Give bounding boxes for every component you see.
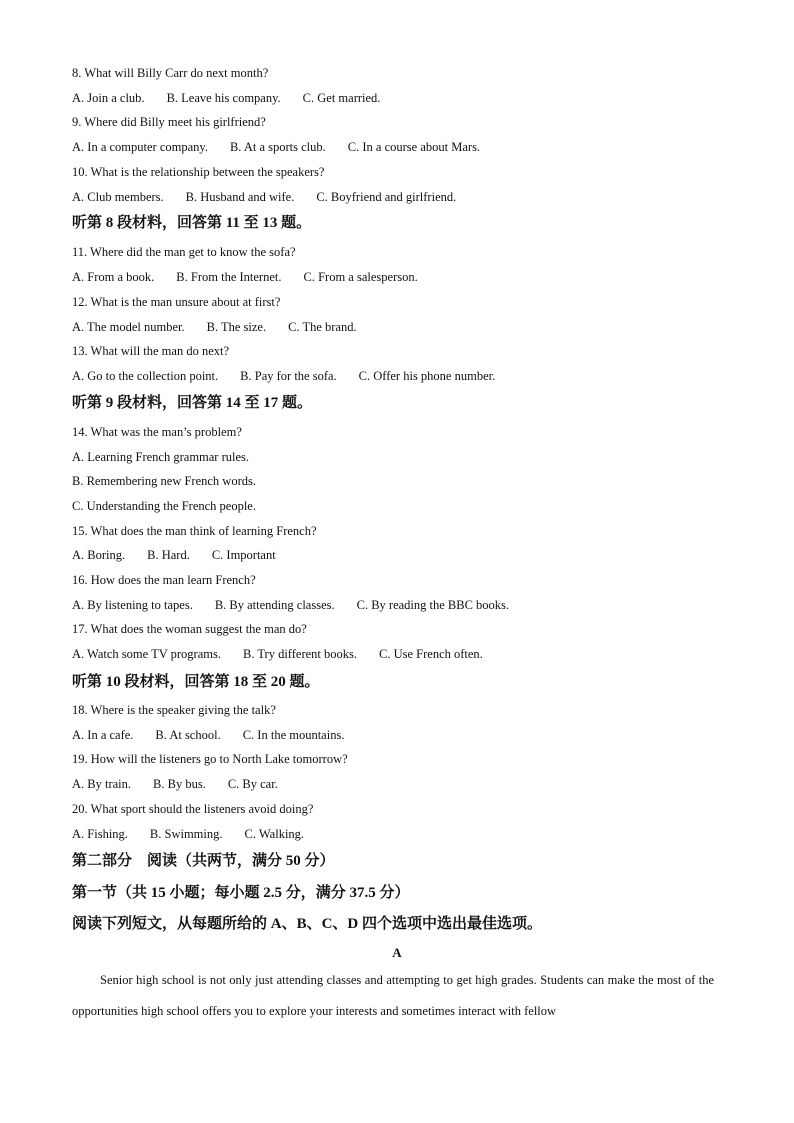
section-1-title: 第一节（共 15 小题；每小题 2.5 分，满分 37.5 分） xyxy=(72,885,410,901)
options-q8 xyxy=(72,90,380,106)
option-a: A. By train. xyxy=(72,777,132,791)
options-q15 xyxy=(72,547,276,563)
option-b: B. Pay for the sofa. xyxy=(240,369,337,383)
question-11: 11. Where did the man get to know the sofa? xyxy=(72,245,296,259)
option-a: A. Boring. xyxy=(72,548,126,562)
question-14: 14. What was the man’s problem? xyxy=(72,425,242,439)
question-12: 12. What is the man unsure about at first? xyxy=(72,295,281,309)
option-b: B. The size. xyxy=(206,320,267,334)
question-16: 16. How does the man learn French? xyxy=(72,573,256,587)
passage-label: A xyxy=(392,945,402,960)
passage-text xyxy=(72,965,714,1027)
option-b: B. Remembering new French words. xyxy=(72,474,256,488)
option-b: B. Husband and wife. xyxy=(185,190,295,204)
passage-body: Senior high school is not only just attending classes and attempting to get high grades. Students can make the most of the opportunities high school offers you to explore your interests and sometimes interact with fellow xyxy=(72,973,714,1018)
option-c: C. In the mountains. xyxy=(242,728,345,742)
option-a: A. From a book. xyxy=(72,270,155,284)
option-b: B. Leave his company. xyxy=(166,91,281,105)
question-19: 19. How will the listeners go to North Lake tomorrow? xyxy=(72,752,348,766)
option-a: A. Fishing. xyxy=(72,827,128,841)
options-q20 xyxy=(72,826,304,842)
section-10-header: 听第 10 段材料，回答第 18 至 20 题。 xyxy=(72,674,320,690)
option-a: A. Learning French grammar rules. xyxy=(72,450,250,464)
option-a: A. Watch some TV programs. xyxy=(72,647,221,661)
option-b: B. From the Internet. xyxy=(176,270,282,284)
option-b: B. Swimming. xyxy=(149,827,223,841)
reading-instructions: 阅读下列短文，从每题所给的 A、B、C、D 四个选项中选出最佳选项。 xyxy=(72,916,543,932)
option-c: C. From a salesperson. xyxy=(303,270,418,284)
option-a: A. In a cafe. xyxy=(72,728,134,742)
question-15: 15. What does the man think of learning French? xyxy=(72,524,317,538)
question-8: 8. What will Billy Carr do next month? xyxy=(72,66,269,80)
section-9-header: 听第 9 段材料，回答第 14 至 17 题。 xyxy=(72,395,313,411)
question-10: 10. What is the relationship between the speakers? xyxy=(72,165,325,179)
option-b: B. At a sports club. xyxy=(229,140,326,154)
option-b: B. At school. xyxy=(155,728,221,742)
option-b: B. Try different books. xyxy=(242,647,357,661)
option-c: C. The brand. xyxy=(288,320,357,334)
options-q16 xyxy=(72,597,509,613)
question-18: 18. Where is the speaker giving the talk? xyxy=(72,703,276,717)
option-a: A. Join a club. xyxy=(72,91,145,105)
options-q17 xyxy=(72,646,483,662)
option-c: C. Understanding the French people. xyxy=(72,499,256,513)
option-c: C. Boyfriend and girlfriend. xyxy=(316,190,457,204)
options-q13 xyxy=(72,368,495,384)
options-q19 xyxy=(72,776,278,792)
option-b: B. By attending classes. xyxy=(214,598,335,612)
section-8-header: 听第 8 段材料，回答第 11 至 13 题。 xyxy=(72,215,312,231)
option-c: C. Offer his phone number. xyxy=(358,369,496,383)
option-c: C. By reading the BBC books. xyxy=(356,598,510,612)
options-q12 xyxy=(72,319,357,335)
question-17: 17. What does the woman suggest the man do? xyxy=(72,622,307,636)
option-a: A. Club members. xyxy=(72,190,164,204)
option-a: A. In a computer company. xyxy=(72,140,208,154)
option-a: A. By listening to tapes. xyxy=(72,598,193,612)
question-13: 13. What will the man do next? xyxy=(72,344,230,358)
options-q9 xyxy=(72,139,480,155)
options-q11 xyxy=(72,269,418,285)
option-c: C. In a course about Mars. xyxy=(347,140,481,154)
option-b: B. By bus. xyxy=(153,777,206,791)
options-q18 xyxy=(72,727,344,743)
option-c: C. Use French often. xyxy=(379,647,483,661)
part-2-title: 第二部分 阅读（共两节，满分 50 分） xyxy=(72,853,335,869)
option-c: C. By car. xyxy=(227,777,278,791)
question-20: 20. What sport should the listeners avoid doing? xyxy=(72,802,314,816)
option-b: B. Hard. xyxy=(147,548,190,562)
question-9: 9. Where did Billy meet his girlfriend? xyxy=(72,115,266,129)
option-c: C. Important xyxy=(211,548,276,562)
option-a: A. The model number. xyxy=(72,320,185,334)
option-a: A. Go to the collection point. xyxy=(72,369,219,383)
options-q10 xyxy=(72,189,456,205)
option-c: C. Walking. xyxy=(244,827,305,841)
option-c: C. Get married. xyxy=(302,91,381,105)
